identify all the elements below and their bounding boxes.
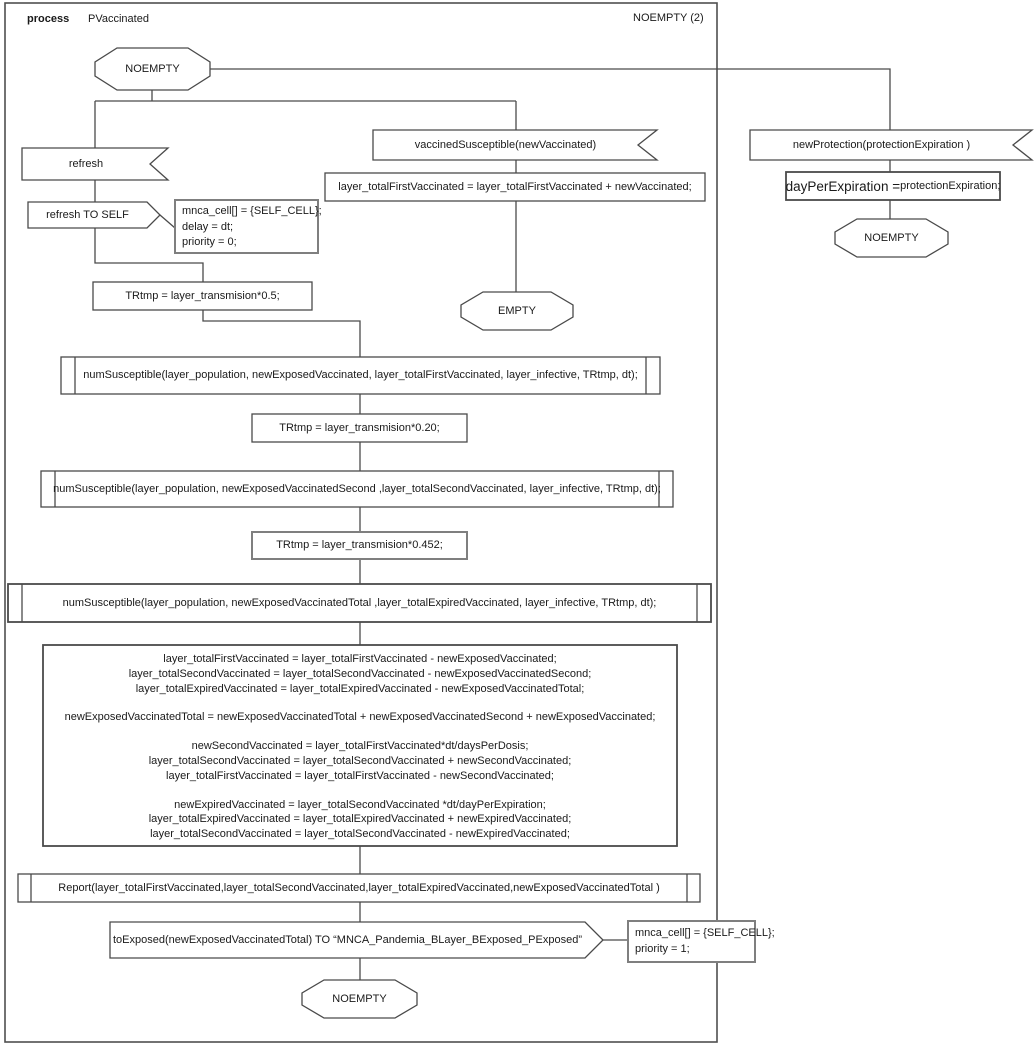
- numsusceptible2-label: numSusceptible(layer_population, newExposedVaccinatedSecond ,layer_totalSecondVaccinated, layer_infective, TRtmp, dt);: [53, 482, 661, 495]
- protection-assign-label: [786, 172, 1000, 200]
- empty-state-label: EMPTY: [498, 304, 536, 317]
- trtmp1-label: TRtmp = layer_transmision*0.5;: [125, 289, 280, 302]
- vaccined-receive-label: vaccinedSusceptible(newVaccinated): [414, 138, 597, 151]
- header-process-name: PVaccinated: [88, 13, 149, 25]
- connector-refresh-chain: [95, 101, 203, 282]
- trtmp3-label: TRtmp = layer_transmision*0.452;: [276, 539, 443, 551]
- refresh-receive-label: refresh: [68, 157, 104, 170]
- refresh-props-text: [175, 200, 322, 253]
- calc-line: layer_totalFirstVaccinated = layer_totalFirstVaccinated - newSecondVaccinated;: [166, 769, 554, 782]
- calc-line: layer_totalSecondVaccinated = layer_totalSecondVaccinated + newSecondVaccinated;: [148, 754, 572, 767]
- header-state-badge: NOEMPTY (2): [633, 12, 704, 24]
- protection-assign-lhs: dayPerExpiration =: [785, 178, 901, 194]
- connector-tr1-num1: [203, 310, 360, 357]
- to-exposed-props-text: [628, 922, 775, 962]
- protection-receive-label: newProtection(protectionExpiration ): [792, 138, 971, 151]
- end-state-label: NOEMPTY: [332, 992, 387, 1005]
- calc-line: layer_totalFirstVaccinated = layer_totalFirstVaccinated - newExposedVaccinated;: [163, 653, 557, 665]
- calc-line: layer_totalSecondVaccinated = layer_totalSecondVaccinated - newExposedVaccinatedSecond;: [128, 667, 592, 680]
- connector-refresh-props: [160, 215, 175, 228]
- calc-line: layer_totalSecondVaccinated = layer_totalSecondVaccinated - newExpiredVaccinated;: [150, 828, 570, 841]
- to-exposed-label: toExposed(newExposedVaccinatedTotal) TO “MNCA_Pandemia_BLayer_BExposed_PExposed”: [113, 933, 582, 946]
- connector-start-to-protection: [210, 69, 890, 130]
- report-label: Report(layer_totalFirstVaccinated,layer_totalSecondVaccinated,layer_totalExpiredVaccinated,newExposedVaccinatedTotal ): [58, 881, 660, 894]
- props-line: priority = 1;: [635, 942, 690, 955]
- header-kind-label: process: [27, 13, 70, 25]
- calc-line: newExposedVaccinatedTotal = newExposedVaccinatedTotal + newExposedVaccinatedSecond + newExposedVaccinated;: [64, 711, 656, 724]
- vaccined-assign-label: layer_totalFirstVaccinated = layer_totalFirstVaccinated + newVaccinated;: [338, 180, 692, 193]
- start-state-label: NOEMPTY: [125, 62, 180, 75]
- calc-line: layer_totalExpiredVaccinated = layer_totalExpiredVaccinated + newExpiredVaccinated;: [148, 813, 572, 826]
- protection-state-label: NOEMPTY: [864, 231, 919, 244]
- props-line: delay = dt;: [182, 220, 234, 233]
- calc-line: newExpiredVaccinated = layer_totalSecondVaccinated *dt/dayPerExpiration;: [174, 798, 546, 811]
- trtmp2-label: TRtmp = layer_transmision*0.20;: [279, 421, 440, 434]
- props-line: priority = 0;: [182, 236, 237, 248]
- props-line: mnca_cell[] = {SELF_CELL};: [182, 205, 322, 217]
- calc-line: layer_totalExpiredVaccinated = layer_totalExpiredVaccinated - newExposedVaccinatedTotal;: [135, 682, 585, 695]
- calc-box-text: [43, 645, 677, 853]
- refresh-send-label: refresh TO SELF: [46, 208, 129, 221]
- numsusceptible1-label: numSusceptible(layer_population, newExposedVaccinated, layer_totalFirstVaccinated, layer_infective, TRtmp, dt);: [83, 369, 638, 381]
- protection-assign-rhs: protectionExpiration;: [900, 179, 1001, 192]
- calc-line: newSecondVaccinated = layer_totalFirstVaccinated*dt/daysPerDosis;: [191, 740, 529, 753]
- props-line: mnca_cell[] = {SELF_CELL};: [635, 927, 775, 939]
- numsusceptible3-label: numSusceptible(layer_population, newExposedVaccinatedTotal ,layer_totalExpiredVaccinated, layer_infective, TRtmp, dt);: [62, 596, 657, 609]
